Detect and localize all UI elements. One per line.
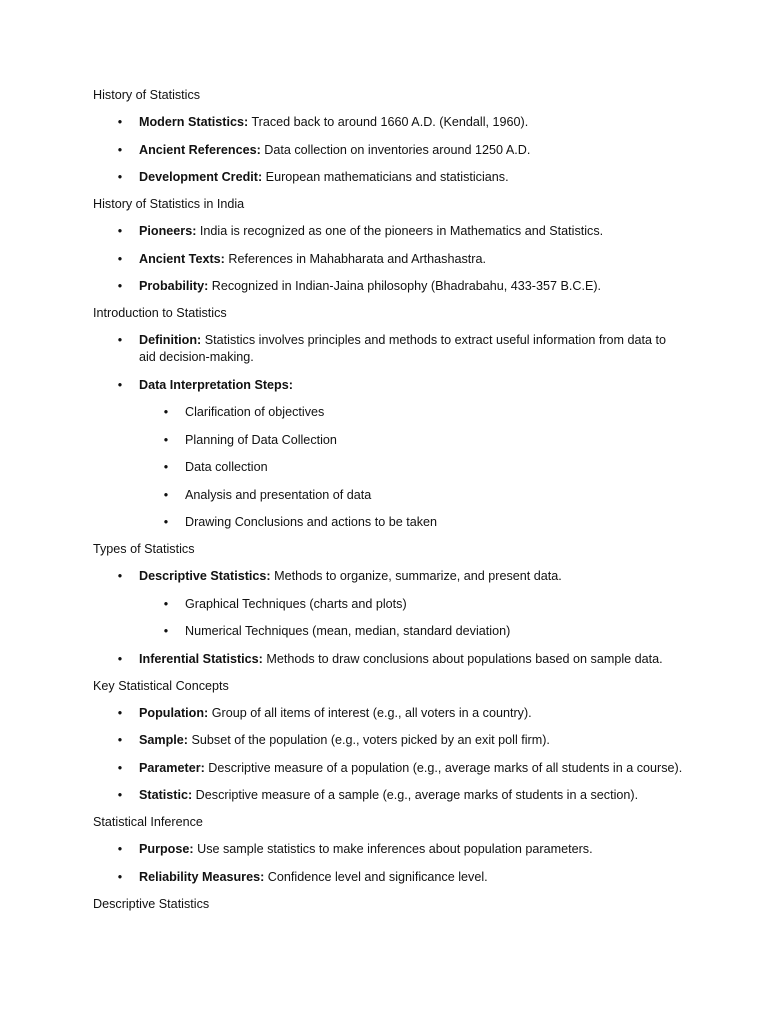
list-item	[93, 841, 683, 858]
item-term: Pioneers:	[139, 224, 197, 238]
list-item	[93, 869, 683, 886]
item-term: Definition:	[139, 333, 202, 347]
bullet-icon: •	[117, 760, 123, 775]
item-term: Data Interpretation Steps:	[139, 377, 293, 392]
list-item	[93, 142, 683, 159]
bullet-icon: •	[117, 170, 123, 184]
item-text: European mathematicians and statisticians.	[262, 170, 509, 184]
item-text: Descriptive measure of a population (e.g., average marks of all students in a course).	[204, 760, 683, 775]
item-term: Modern Statistics:	[139, 115, 249, 129]
item-term: Sample:	[139, 733, 188, 747]
list-item	[93, 760, 683, 777]
section-heading: Types of Statistics	[93, 542, 195, 556]
bullet-icon: •	[163, 432, 169, 447]
bullet-icon: •	[117, 142, 123, 157]
section-heading: Key Statistical Concepts	[93, 678, 229, 693]
bullet-icon: •	[163, 624, 169, 638]
bullet-icon: •	[117, 115, 123, 129]
item-text: Confidence level and significance level.	[264, 869, 488, 884]
section-heading: Descriptive Statistics	[93, 896, 210, 911]
bullet-icon: •	[163, 487, 169, 502]
sub-item-text: Drawing Conclusions and actions to be taken	[185, 515, 438, 529]
sub-list-item	[139, 404, 683, 421]
item-term: Probability:	[139, 279, 209, 293]
sub-list-item	[139, 432, 683, 449]
list-item	[93, 251, 683, 268]
bullet-list	[93, 705, 683, 805]
bullet-icon: •	[163, 596, 169, 611]
item-term: Parameter:	[139, 760, 205, 775]
item-text: Methods to draw conclusions about populations based on sample data.	[262, 651, 663, 666]
bullet-icon: •	[117, 705, 123, 720]
item-term: Reliability Measures:	[139, 869, 265, 884]
bullet-icon: •	[163, 405, 169, 419]
sub-bullet-list	[139, 404, 683, 531]
sub-list-item	[139, 487, 683, 504]
item-text: India is recognized as one of the pioneers in Mathematics and Statistics.	[196, 224, 604, 238]
sub-item-text: Planning of Data Collection	[185, 432, 337, 447]
sub-item-text: Graphical Techniques (charts and plots)	[185, 596, 407, 611]
bullet-icon: •	[117, 842, 123, 856]
list-item	[93, 787, 683, 804]
list-item	[93, 223, 683, 240]
item-text: Data collection on inventories around 1250 A.D.	[260, 142, 531, 157]
bullet-icon: •	[117, 251, 123, 266]
section-heading: Statistical Inference	[93, 815, 203, 829]
item-term: Descriptive Statistics:	[139, 569, 271, 583]
bullet-icon: •	[117, 279, 123, 293]
document-page	[93, 87, 683, 923]
sub-list-item	[139, 623, 683, 640]
item-text: Methods to organize, summarize, and present data.	[270, 569, 562, 583]
bullet-list	[93, 332, 683, 531]
sub-item-text: Data collection	[185, 460, 268, 474]
item-text: Group of all items of interest (e.g., all voters in a country).	[208, 705, 532, 720]
item-text: Statistics involves principles and methods to extract useful information from data to aid decision-making.	[139, 333, 667, 364]
item-text: Descriptive measure of a sample (e.g., average marks of students in a section).	[192, 788, 639, 802]
section-heading: History of Statistics	[93, 88, 201, 102]
item-text: References in Mahabharata and Arthashastra.	[224, 251, 486, 266]
item-text: Use sample statistics to make inferences about population parameters.	[193, 842, 593, 856]
bullet-icon: •	[163, 460, 169, 474]
item-term: Statistic:	[139, 788, 193, 802]
list-item	[93, 377, 683, 532]
sub-list-item	[139, 596, 683, 613]
sub-list-item	[139, 514, 683, 531]
bullet-icon: •	[117, 869, 123, 884]
bullet-icon: •	[117, 333, 123, 347]
bullet-icon: •	[117, 733, 123, 747]
sub-item-text: Numerical Techniques (mean, median, standard deviation)	[185, 624, 511, 638]
item-term: Ancient References:	[139, 142, 261, 157]
bullet-icon: •	[117, 651, 123, 666]
bullet-list	[93, 223, 683, 295]
section-heading: Introduction to Statistics	[93, 306, 227, 320]
list-item	[93, 705, 683, 722]
item-text: Recognized in Indian-Jaina philosophy (Bhadrabahu, 433-357 B.C.E).	[208, 279, 602, 293]
item-text: Subset of the population (e.g., voters picked by an exit poll firm).	[188, 733, 550, 747]
bullet-list	[93, 568, 683, 668]
item-text: Traced back to around 1660 A.D. (Kendall, 1960).	[248, 115, 529, 129]
list-item	[93, 278, 683, 295]
sub-item-text: Clarification of objectives	[185, 405, 325, 419]
list-item	[93, 651, 683, 668]
item-term: Ancient Texts:	[139, 251, 225, 266]
bullet-list	[93, 114, 683, 186]
sub-bullet-list	[139, 596, 683, 641]
item-term: Inferential Statistics:	[139, 651, 263, 666]
bullet-icon: •	[117, 569, 123, 583]
list-item	[93, 169, 683, 186]
list-item	[93, 732, 683, 749]
list-item	[93, 568, 683, 640]
item-term: Development Credit:	[139, 170, 263, 184]
bullet-icon: •	[117, 224, 123, 238]
bullet-list	[93, 841, 683, 886]
bullet-icon: •	[117, 788, 123, 802]
bullet-icon: •	[117, 377, 123, 392]
item-term: Population:	[139, 705, 209, 720]
section-heading: History of Statistics in India	[93, 197, 245, 211]
bullet-icon: •	[163, 515, 169, 529]
sub-list-item	[139, 459, 683, 476]
item-term: Purpose:	[139, 842, 194, 856]
list-item	[93, 114, 683, 131]
sub-item-text: Analysis and presentation of data	[185, 487, 372, 502]
list-item	[93, 332, 683, 366]
